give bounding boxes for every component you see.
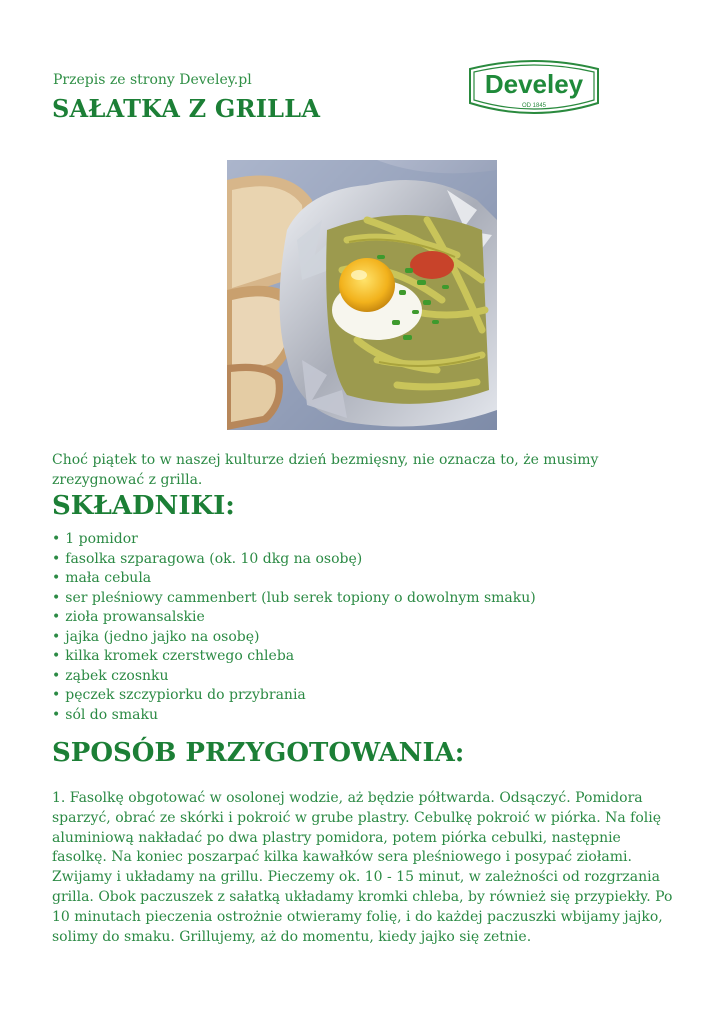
method-body <box>52 789 677 947</box>
logo-wordmark: Develey <box>484 69 584 99</box>
list-item: • kilka kromek czerstwego chleba <box>52 647 536 667</box>
method-paragraph: 1. Fasolkę obgotować w osolonej wodzie, aż będzie półtwarda. Odsączyć. Pomidora sparzyć, obrać ze skórki i pokroić w grube plastry. Cebulkę pokroić w piórka. Na folię aluminiową nakładać po dwa plastry pomidora, potem piórka cebulki, następnie fasolkę. Na koniec poszarpać kilka kawałków sera pleśniowego i posypać ziołami. <box>52 790 662 866</box>
method-heading: SPOSÓB PRZYGOTOWANIA: <box>52 738 465 768</box>
list-item: • ząbek czosnku <box>52 667 536 687</box>
ingredients-heading: SKŁADNIKI: <box>52 491 235 521</box>
logo-since: OD 1845 <box>521 103 547 109</box>
list-item: • pęczek szczypiorku do przybrania <box>52 686 536 706</box>
ingredients-list <box>52 530 536 725</box>
page-title: SAŁATKA Z GRILLA <box>52 94 321 123</box>
intro-text: Choć piątek to w naszej kulturze dzień bezmięsny, nie oznacza to, że musimy zrezygnować z grilla. <box>52 452 599 488</box>
list-item: • 1 pomidor <box>52 530 536 550</box>
list-item: • fasolka szparagowa (ok. 10 dkg na osobę) <box>52 550 536 570</box>
source-line: Przepis ze strony Develey.pl <box>53 72 252 88</box>
list-item: • jajka (jedno jajko na osobę) <box>52 628 536 648</box>
list-item: • mała cebula <box>52 569 536 589</box>
method-paragraph: Zwijamy i układamy na grillu. Pieczemy ok. 10 - 15 minut, w zależności od rozgrzania grilla. Obok paczuszek z sałatką układamy kromki chleba, by również się przypiekły. Po 10 minutach pieczenia ostrożnie otwieramy folię, i do każdej paczuszki wbijamy jajko, solimy do smaku. Grillujemy, aż do momentu, kiedy jajko się zetnie. <box>52 869 673 945</box>
list-item: • sól do smaku <box>52 706 536 726</box>
list-item: • zioła prowansalskie <box>52 608 536 628</box>
recipe-photo <box>227 160 497 430</box>
develey-logo <box>464 57 604 121</box>
list-item: • ser pleśniowy cammenbert (lub serek topiony o dowolnym smaku) <box>52 589 536 609</box>
